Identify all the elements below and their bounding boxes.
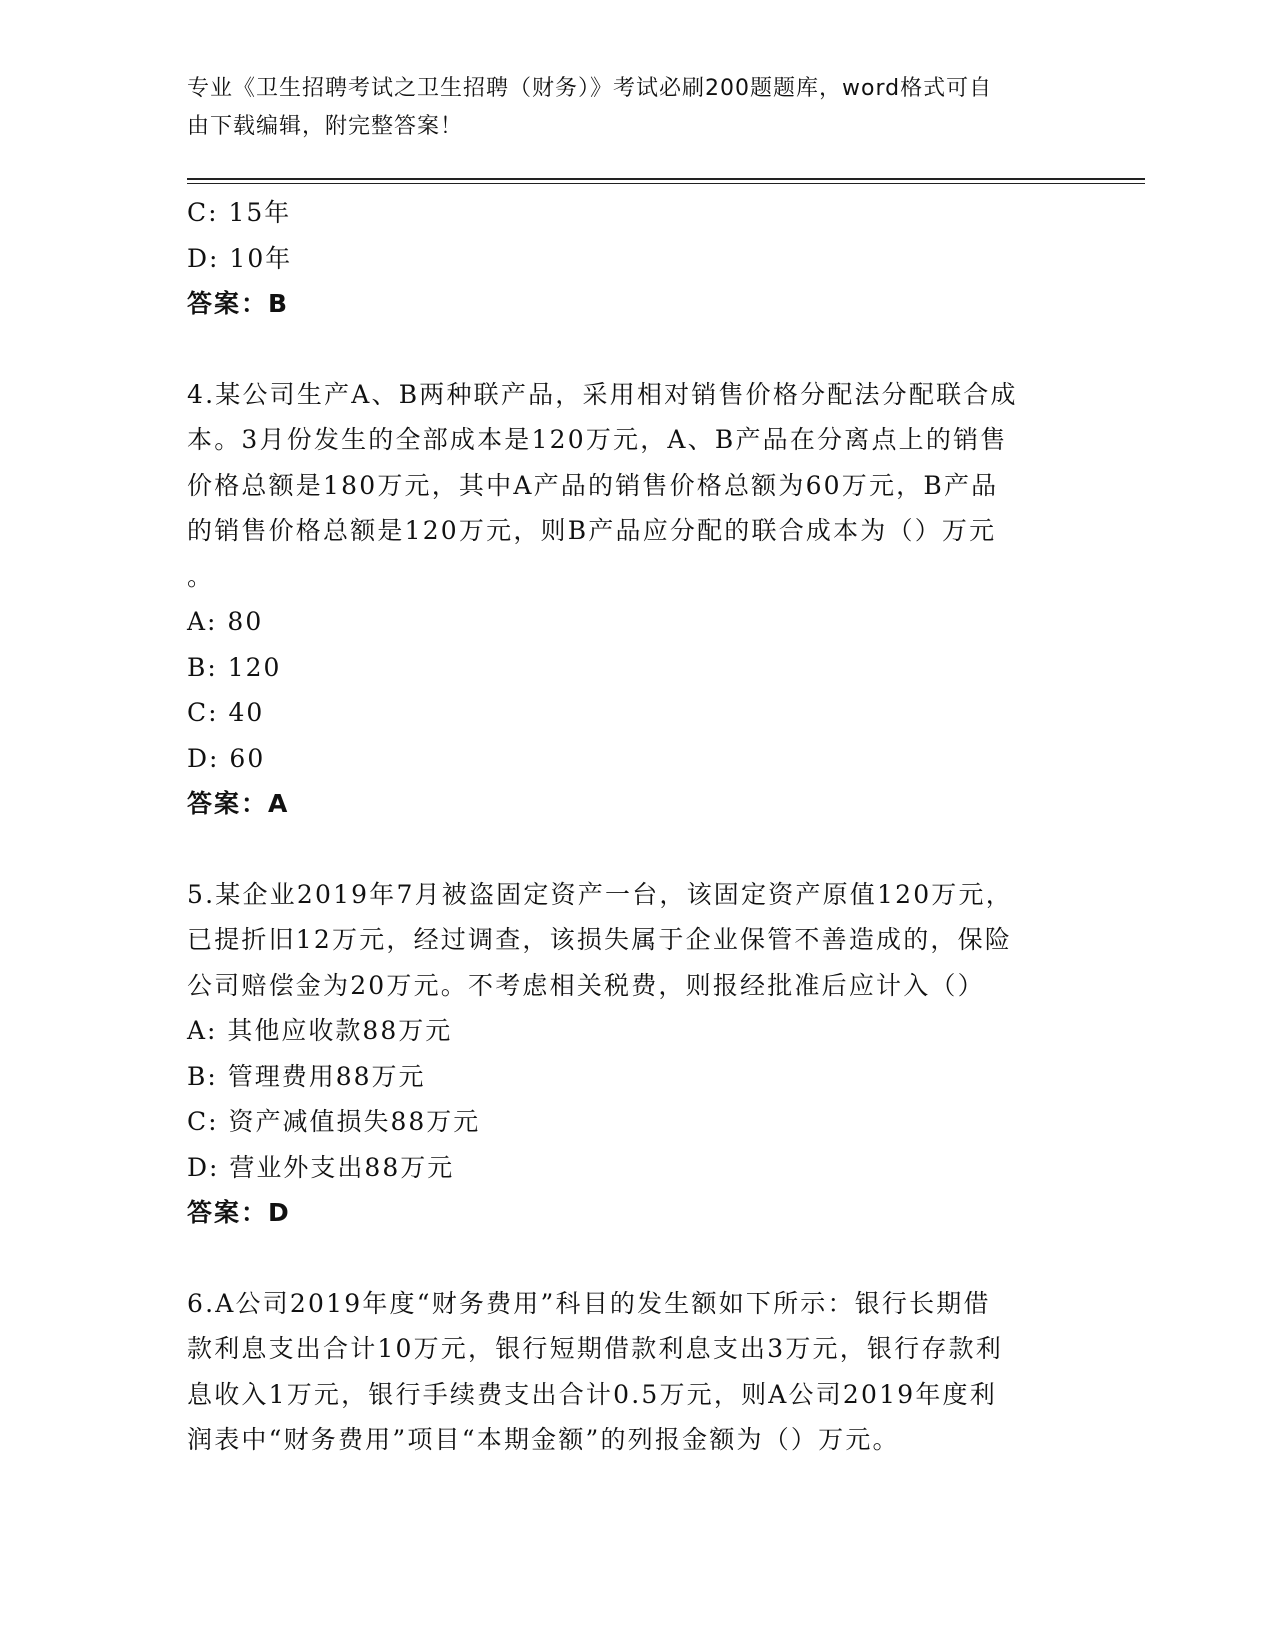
answer-label: 答案：B [187,289,290,318]
question-text-line: 的销售价格总额是120万元，则B产品应分配的联合成本为（）万元 [187,516,997,545]
option-a: A: 80 [187,607,264,636]
option-b: B: 120 [187,652,282,682]
option-d: D: 10年 [187,243,293,273]
question-text-line: 息收入1万元，银行手续费支出合计0.5万元，则A公司2019年度利 [187,1379,997,1409]
question-6 [187,1281,1067,1463]
question-text-line: 5.某企业2019年7月被盗固定资产一台，该固定资产原值120万元， [187,879,1013,909]
question-text-line: 6.A公司2019年度“财务费用”科目的发生额如下所示：银行长期借 [187,1288,991,1318]
option-b: B: 管理费用88万元 [187,1061,426,1091]
answer-label: 答案：D [187,1198,291,1227]
header-rule-thick [187,178,1145,180]
question-text-line: 4.某公司生产A、B两种联产品，采用相对销售价格分配法分配联合成 [187,379,1018,409]
answer-label: 答案：A [187,789,290,818]
question-text-line: 已提折旧12万元，经过调查，该损失属于企业保管不善造成的，保险 [187,925,1013,954]
document-header [187,70,1067,146]
option-a: A: 其他应收款88万元 [187,1016,453,1045]
option-c: C: 15年 [187,198,292,227]
question-text-line: 公司赔偿金为20万元。不考虑相关税费，则报经批准后应计入（） [187,970,985,1000]
document-body [187,190,1067,1463]
option-d: D: 营业外支出88万元 [187,1152,455,1182]
header-line-2: 由下载编辑，附完整答案！ [187,114,464,139]
question-text-line: 款利息支出合计10万元，银行短期借款利息支出3万元，银行存款利 [187,1334,1003,1363]
question-text-line: 本。3月份发生的全部成本是120万元，A、B产品在分离点上的销售 [187,425,1008,454]
question-3-tail [187,190,1067,327]
option-c: C: 资产减值损失88万元 [187,1107,481,1136]
header-rule-thin [187,183,1145,184]
option-c: C: 40 [187,698,265,727]
question-text-line: 。 [187,561,215,591]
option-d: D: 60 [187,743,266,773]
question-text-line: 润表中“财务费用”项目“本期金额”的列报金额为（）万元。 [187,1425,900,1454]
question-4 [187,372,1067,827]
question-5 [187,872,1067,1236]
question-text-line: 价格总额是180万元，其中A产品的销售价格总额为60万元，B产品 [187,470,999,500]
header-line-1: 专业《卫生招聘考试之卫生招聘（财务）》考试必刷200题题库，word格式可自 [187,76,993,101]
